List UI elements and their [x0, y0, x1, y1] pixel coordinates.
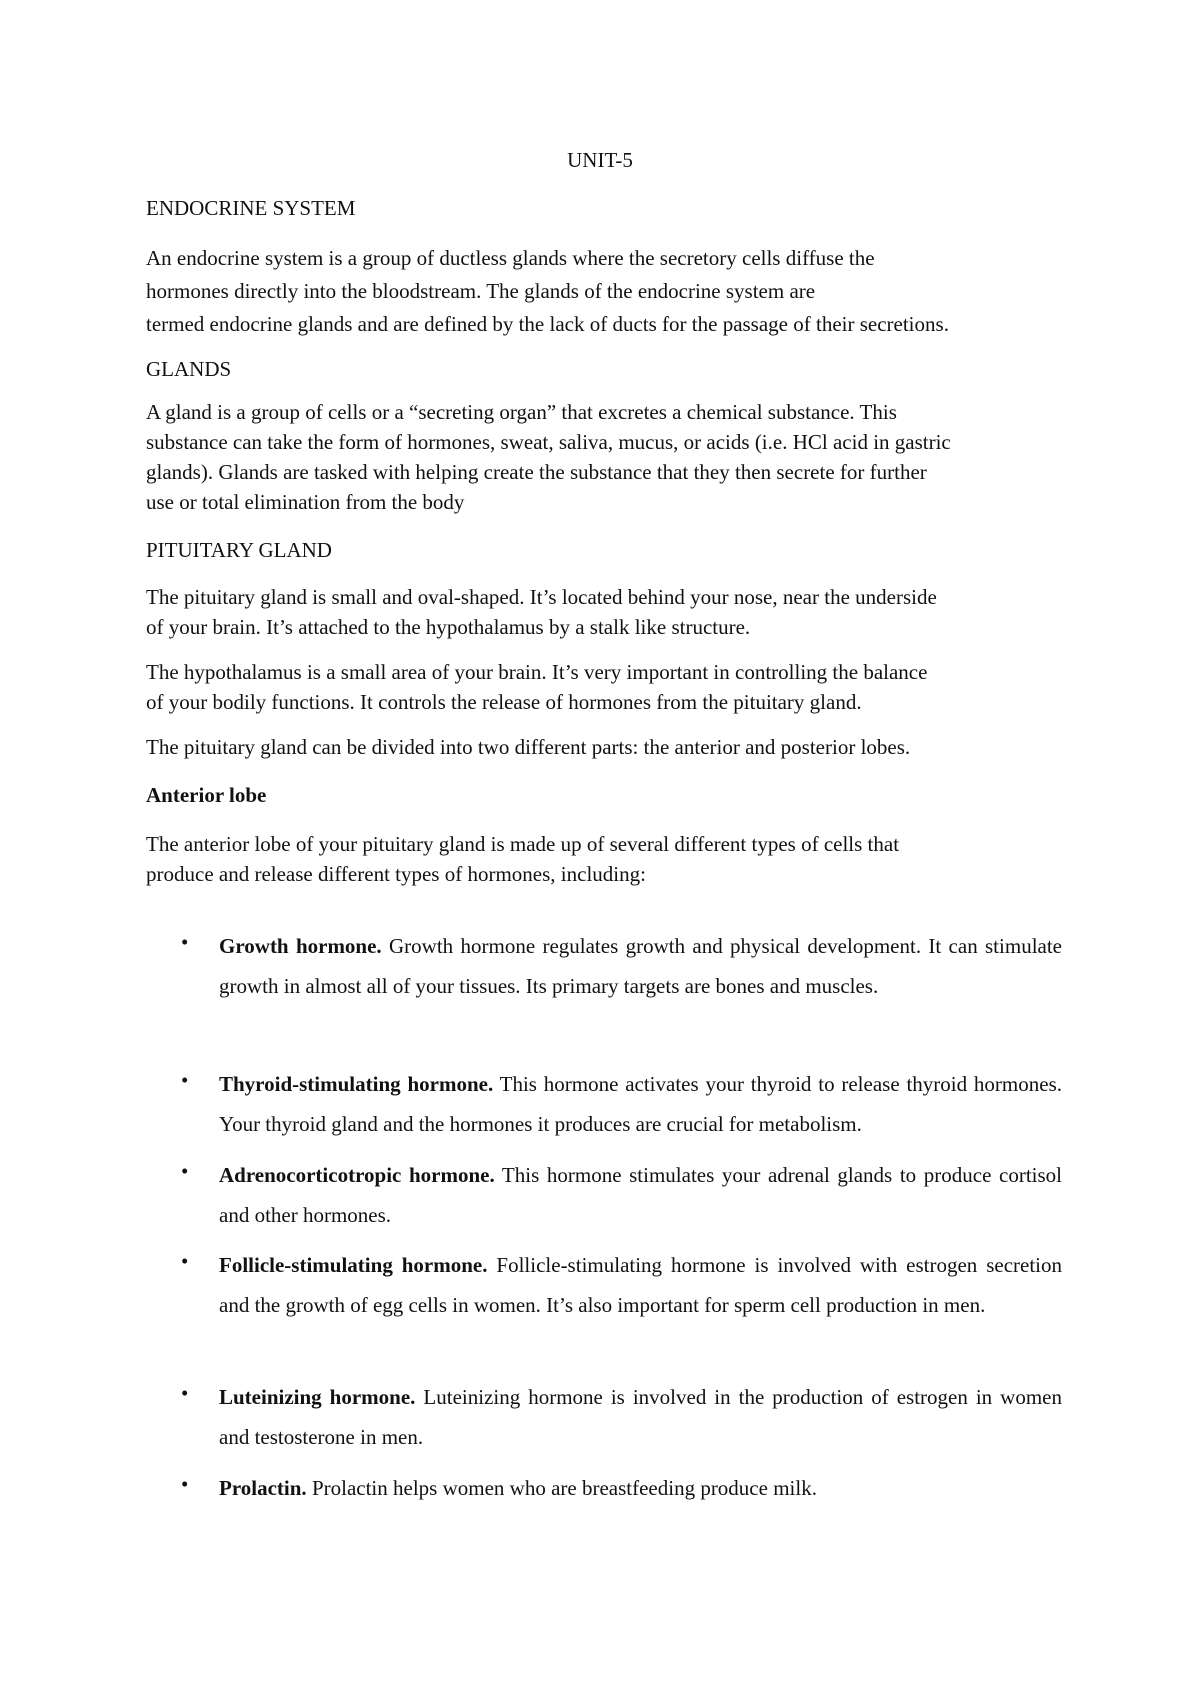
paragraph-line: produce and release different types of hormones, including: — [146, 862, 646, 886]
list-item-description: Follicle-stimulating hormone is involved with estrogen secretion and the growth of egg cells in women. It’s also important for sperm cell production in men. — [219, 1253, 1062, 1317]
paragraph-line: The pituitary gland is small and oval-shaped. It’s located behind your nose, near the underside — [146, 585, 937, 609]
anterior-lobe-heading: Anterior lobe — [146, 783, 267, 807]
list-item-term: Thyroid-stimulating hormone. — [219, 1072, 494, 1096]
list-item-text — [219, 1468, 1062, 1508]
endocrine-paragraph — [146, 246, 1062, 345]
list-item-text — [219, 1155, 1062, 1235]
paragraph-line: glands). Glands are tasked with helping create the substance that they then secrete for further — [146, 460, 927, 484]
list-item-description: This hormone stimulates your adrenal glands to produce cortisol and other hormones. — [219, 1163, 1062, 1227]
unit-title: UNIT-5 — [567, 148, 633, 172]
bullet-icon: • — [181, 1159, 189, 1183]
paragraph-line: use or total elimination from the body — [146, 490, 465, 514]
list-item-text — [219, 1064, 1062, 1144]
paragraph-line: The anterior lobe of your pituitary gland is made up of several different types of cells that — [146, 832, 900, 856]
bullet-icon: • — [181, 1068, 189, 1092]
pituitary-paragraph-1 — [146, 585, 1062, 645]
paragraph-line: An endocrine system is a group of ductless glands where the secretory cells diffuse the — [146, 246, 875, 270]
bullet-icon: • — [181, 1381, 189, 1405]
anterior-intro — [146, 832, 1062, 892]
list-item-text — [219, 1377, 1062, 1457]
bullet-icon: • — [181, 1249, 189, 1273]
list-item-description: This hormone activates your thyroid to release thyroid hormones. Your thyroid gland and the hormones it produces are crucial for metabolism. — [219, 1072, 1062, 1136]
pituitary-heading: PITUITARY GLAND — [146, 538, 332, 562]
list-item-term: Follicle-stimulating hormone. — [219, 1253, 488, 1277]
list-item-description: Prolactin helps women who are breastfeeding produce milk. — [306, 1476, 817, 1500]
endocrine-heading: ENDOCRINE SYSTEM — [146, 196, 356, 220]
paragraph-line: of your bodily functions. It controls the release of hormones from the pituitary gland. — [146, 690, 862, 714]
paragraph-line: of your brain. It’s attached to the hypothalamus by a stalk like structure. — [146, 615, 751, 639]
list-item-term: Prolactin. — [219, 1476, 307, 1500]
pituitary-paragraph-3: The pituitary gland can be divided into two different parts: the anterior and posterior lobes. — [146, 735, 911, 759]
paragraph-line: termed endocrine glands and are defined by the lack of ducts for the passage of their secretions. — [146, 312, 949, 336]
paragraph-line: A gland is a group of cells or a “secreting organ” that excretes a chemical substance. This — [146, 400, 897, 424]
paragraph-line: The hypothalamus is a small area of your brain. It’s very important in controlling the balance — [146, 660, 928, 684]
list-item-term: Luteinizing hormone. — [219, 1385, 416, 1409]
glands-paragraph — [146, 400, 1062, 520]
paragraph-line: substance can take the form of hormones, sweat, saliva, mucus, or acids (i.e. HCl acid in gastric — [146, 430, 951, 454]
list-item-term: Growth hormone. — [219, 934, 382, 958]
list-item-text — [219, 1245, 1062, 1325]
bullet-icon: • — [181, 930, 189, 954]
list-item-term: Adrenocorticotropic hormone. — [219, 1163, 495, 1187]
pituitary-paragraph-2 — [146, 660, 1062, 720]
list-item-description: Luteinizing hormone is involved in the production of estrogen in women and testosterone in men. — [219, 1385, 1062, 1449]
list-item-description: Growth hormone regulates growth and physical development. It can stimulate growth in almost all of your tissues. Its primary targets are bones and muscles. — [219, 934, 1062, 998]
glands-heading: GLANDS — [146, 357, 232, 381]
paragraph-line: hormones directly into the bloodstream. The glands of the endocrine system are — [146, 279, 816, 303]
list-item-text — [219, 926, 1062, 1006]
bullet-icon: • — [181, 1472, 189, 1496]
